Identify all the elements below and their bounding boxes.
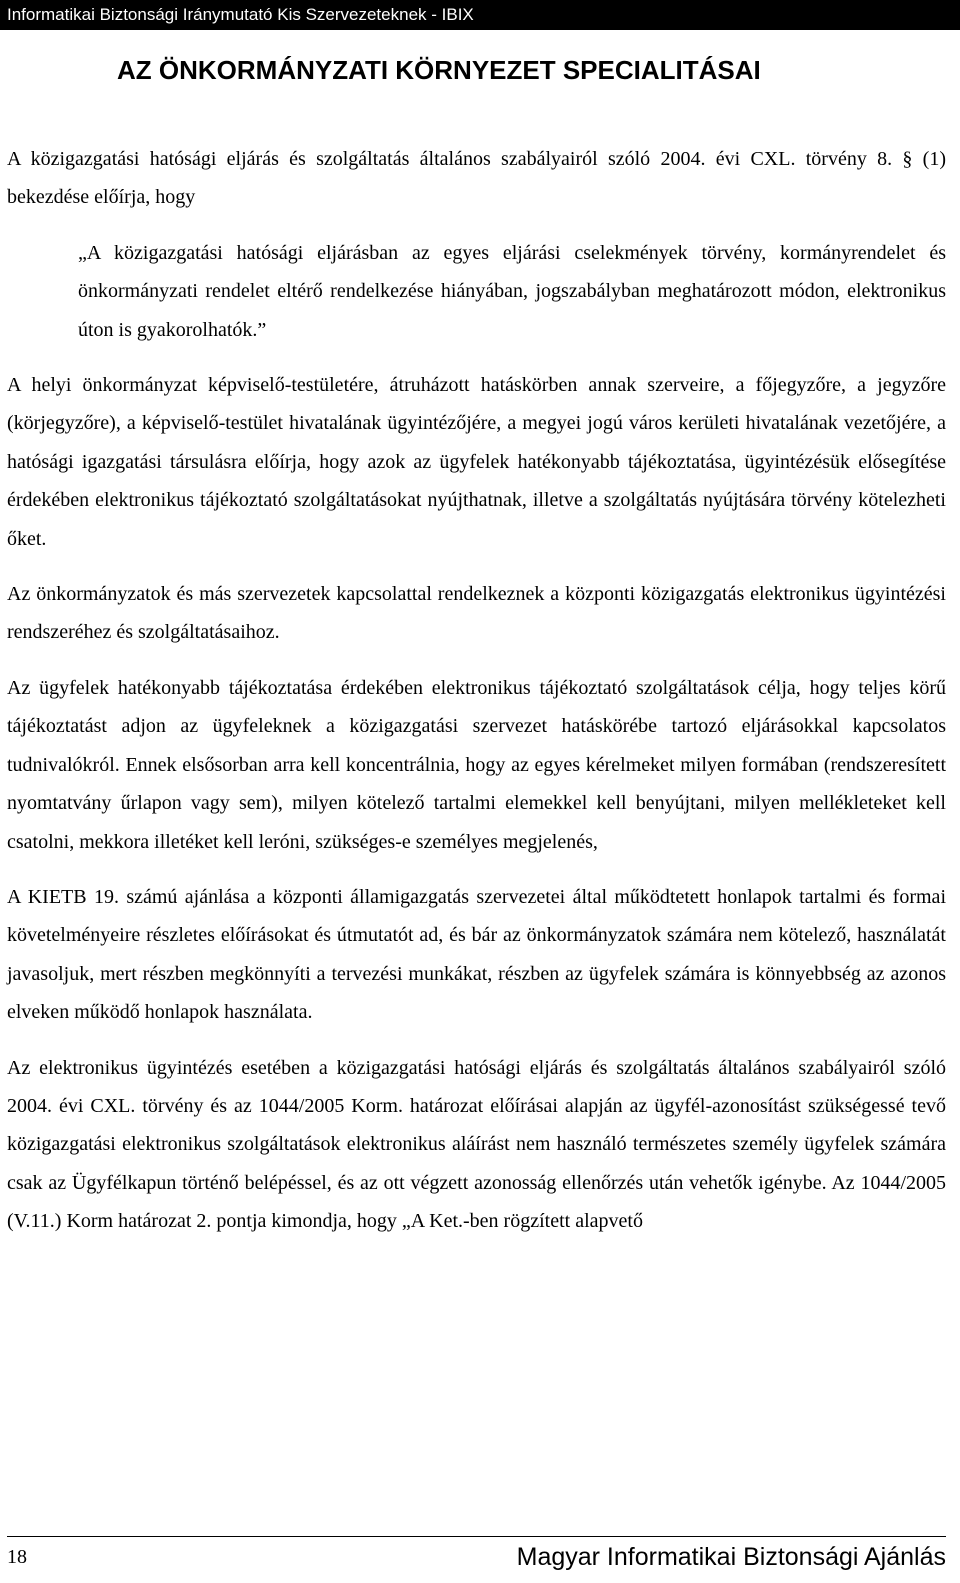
- paragraph-intro: A közigazgatási hatósági eljárás és szolgáltatás általános szabályairól szóló 2004. évi CXL. törvény 8. § (1) bekezdése előírja, hogy: [7, 148, 946, 209]
- running-header-text: Informatikai Biztonsági Iránymutató Kis Szervezeteknek - IBIX: [7, 5, 474, 24]
- document-body: [7, 140, 946, 1258]
- footer-series-title: Magyar Informatikai Biztonsági Ajánlás: [516, 1543, 946, 1571]
- section-title: AZ ÖNKORMÁNYZATI KÖRNYEZET SPECIALITÁSAI: [117, 55, 761, 85]
- paragraph-electronic-administration: Az elektronikus ügyintézés esetében a közigazgatási hatósági eljárás és szolgáltatás általános szabályairól szóló 2004. évi CXL. törvény és az 1044/2005 Korm. határozat előírásai alapján az ügyfél-azonosítást szükségessé tevő közigazgatási elektronikus szolgáltatások elektronikus aláírást nem használó természetes személy ügyfelek számára csak az Ügyfélkapun történő belépéssel, és az ott végzett azonosság ellenőrzés után vehetők igénybe. Az 1044/2005 (V.11.) Korm határozat 2. pontja kimondja, hogy „A Ket.-ben rögzített alapvető: [7, 1056, 946, 1233]
- paragraph-connection: Az önkormányzatok és más szervezetek kapcsolattal rendelkeznek a központi közigazgatás elektronikus ügyintézési rendszeréhez és szolgáltatásaihoz.: [7, 583, 946, 644]
- running-header: [0, 0, 960, 30]
- paragraph-kietb-recommendation: A KIETB 19. számú ajánlása a központi államigazgatás szervezetei által működtetett honlapok tartalmi és formai követelményeire részletes előírásokat és útmutatót ad, és bár az önkormányzatok számára nem kötelező, használatát javasoljuk, mert részben megkönnyíti a tervezési munkákat, részben az ügyfelek számára is könnyebbség az azonos elveken működő honlapok használata.: [7, 885, 946, 1024]
- paragraph-local-government: A helyi önkormányzat képviselő-testületére, átruházott hatáskörben annak szerveire, a főjegyzőre, a jegyzőre (körjegyzőre), a képviselő-testület hivatalának ügyintézőjére, a megyei jogú város kerületi hivatalának vezetőjére, a hatósági igazgatási társulásra előírja, hogy azok az ügyfelek hatékonyabb tájékoztatása, ügyintézésük elősegítése érdekében elektronikus tájékoztató szolgáltatásokat nyújthatnak, illetve a szolgáltatás nyújtására törvény kötelezheti őket.: [7, 374, 946, 550]
- paragraph-information-services: Az ügyfelek hatékonyabb tájékoztatása érdekében elektronikus tájékoztató szolgáltatások célja, hogy teljes körű tájékoztatást adjon az ügyfeleknek a közigazgatási szervezet hatáskörébe tartozó eljárásokkal kapcsolatos tudnivalókról. Ennek elsősorban arra kell koncentrálnia, hogy az egyes kérelmeket milyen formában (rendszeresített nyomtatvány űrlapon vagy sem), milyen kötelező tartalmi elemekkel kell benyújtani, milyen mellékleteket kell csatolni, mekkora illetéket kell leróni, szükséges-e személyes megjelenés,: [7, 676, 946, 853]
- paragraph-quote: „A közigazgatási hatósági eljárásban az egyes eljárási cselekmények törvény, kormányrendelet és önkormányzati rendelet eltérő rendelkezése hiányában, jogszabályban meghatározott módon, elektronikus úton is gyakorolhatók.”: [78, 241, 946, 341]
- footer-divider: [7, 1536, 946, 1537]
- page-number: 18: [7, 1546, 27, 1568]
